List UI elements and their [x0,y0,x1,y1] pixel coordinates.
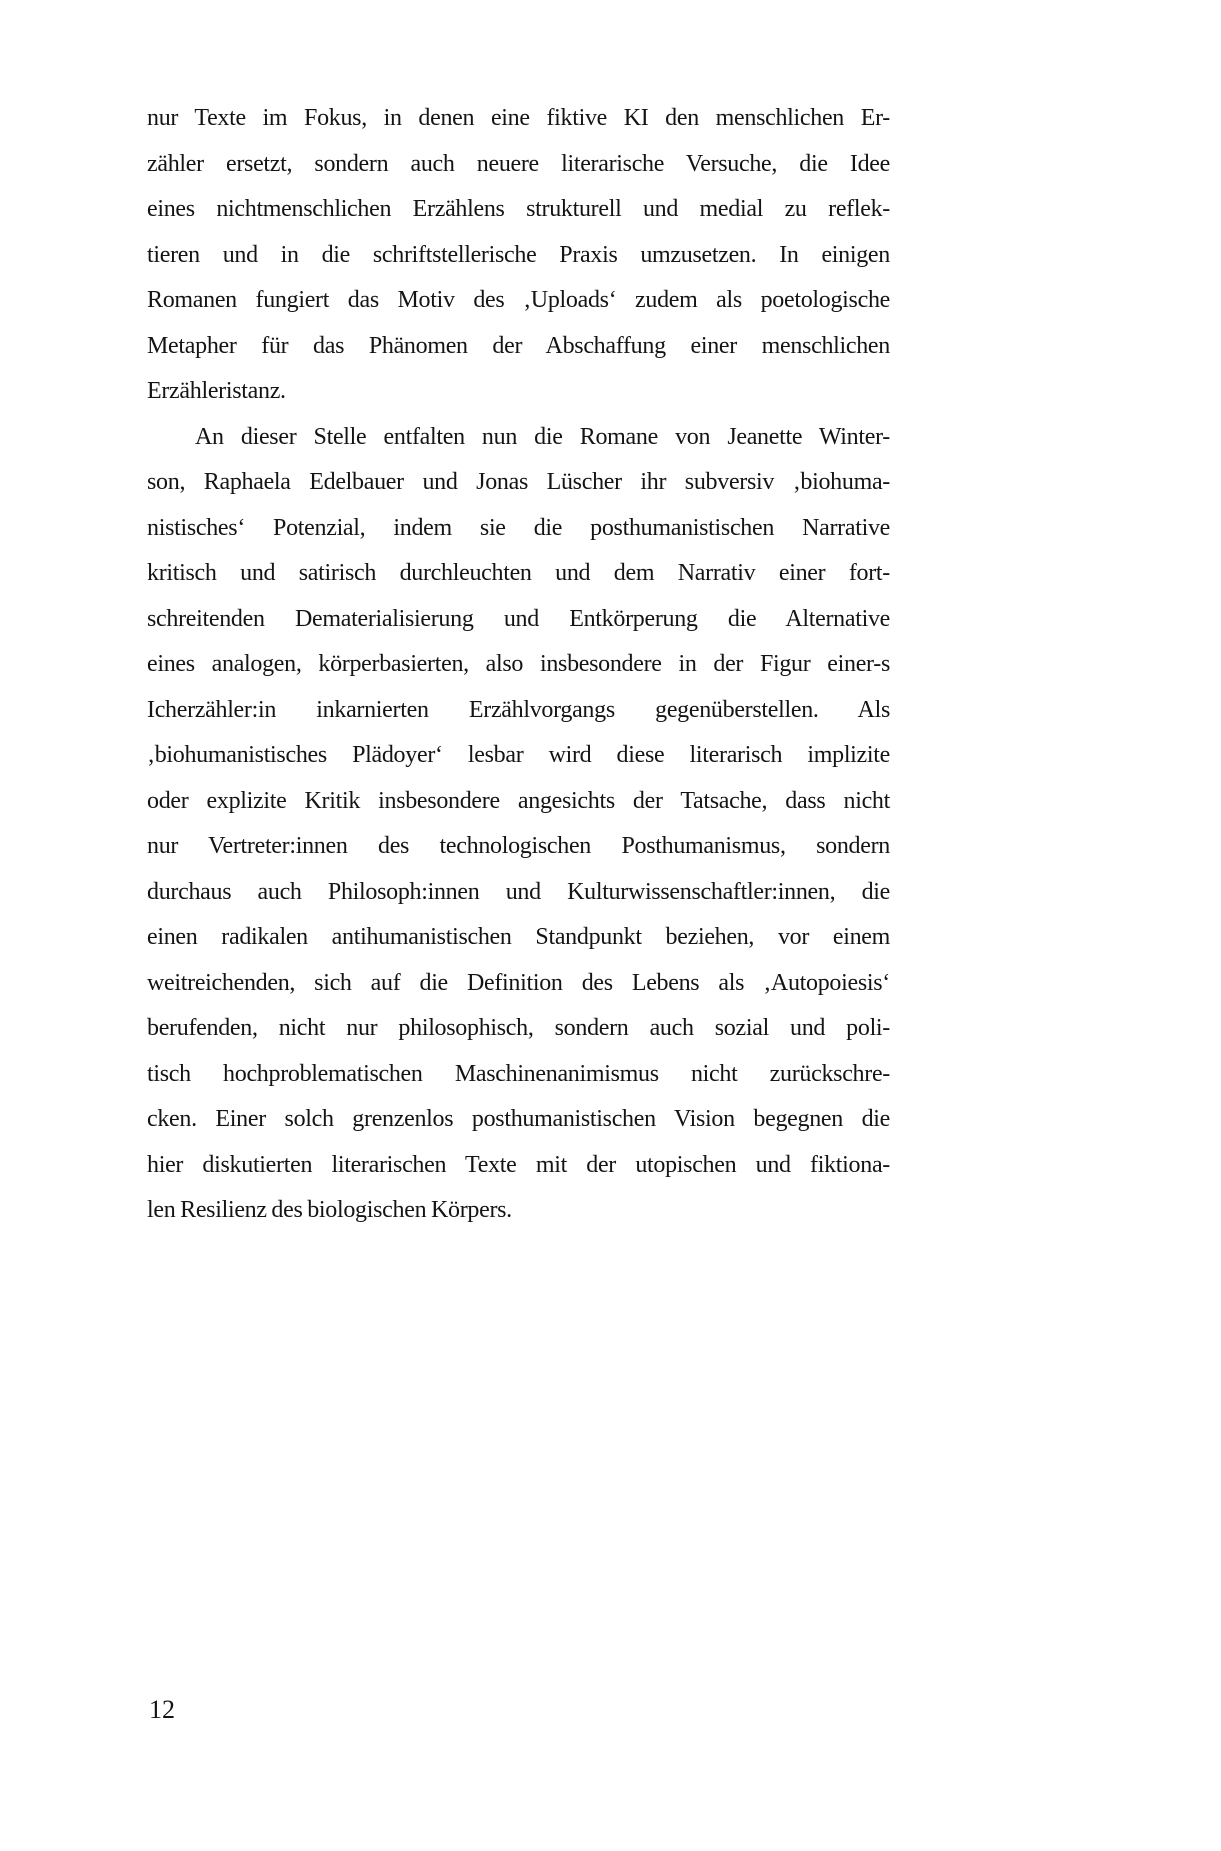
text-line: schreitenden Dematerialisierung und Entkörperung die Alternative [147,605,890,632]
text-block [147,96,890,1234]
text-line: An dieser Stelle entfalten nun die Romane von Jeanette Winter- [195,423,890,450]
text-line: durchaus auch Philosoph:innen und Kulturwissenschaftler:innen, die [147,878,890,905]
text-line: oder explizite Kritik insbesondere angesichts der Tatsache, dass nicht [147,787,890,814]
text-line: einen radikalen antihumanistischen Standpunkt beziehen, vor einem [147,924,890,950]
text-line: tisch hochproblematischen Maschinenanimismus nicht zurückschre- [147,1060,890,1087]
text-line: Romanen fungiert das Motiv des ‚Uploads‘ zudem als poetologische [147,287,890,313]
text-line: ‚biohumanistisches Plädoyer‘ lesbar wird diese literarisch implizite [147,742,890,768]
paragraph [147,415,890,1234]
paragraph [147,96,890,415]
text-line: len Resilienz des biologischen Körpers. [147,1197,512,1223]
text-line: eines nichtmenschlichen Erzählens strukturell und medial zu reflek- [147,196,890,222]
text-line: Icherzähler:in inkarnierten Erzählvorgangs gegenüberstellen. Als [147,696,890,723]
text-line: nur Vertreter:innen des technologischen Posthumanismus, sondern [147,833,890,859]
text-line: Erzähleristanz. [147,378,286,404]
text-line: hier diskutierten literarischen Texte mit der utopischen und fiktiona- [147,1151,890,1178]
page-number: 12 [149,1695,175,1724]
text-line: nur Texte im Fokus, in denen eine fiktive KI den menschlichen Er- [147,105,890,131]
text-line: nistisches‘ Potenzial, indem sie die posthumanistischen Narrative [147,514,890,541]
text-line: zähler ersetzt, sondern auch neuere literarische Versuche, die Idee [147,150,890,177]
text-line: cken. Einer solch grenzenlos posthumanistischen Vision begegnen die [147,1106,890,1132]
text-line: eines analogen, körperbasierten, also insbesondere in der Figur einer-s [147,651,890,677]
text-line: berufenden, nicht nur philosophisch, sondern auch sozial und poli- [147,1015,890,1041]
text-line: weitreichenden, sich auf die Definition des Lebens als ‚Autopoiesis‘ [147,969,890,996]
text-line: son, Raphaela Edelbauer und Jonas Lüscher ihr subversiv ‚biohuma- [147,469,890,495]
text-line: Metapher für das Phänomen der Abschaffung einer menschlichen [147,332,890,359]
text-line: kritisch und satirisch durchleuchten und dem Narrativ einer fort- [147,560,890,586]
text-line: tieren und in die schriftstellerische Praxis umzusetzen. In einigen [147,241,890,268]
